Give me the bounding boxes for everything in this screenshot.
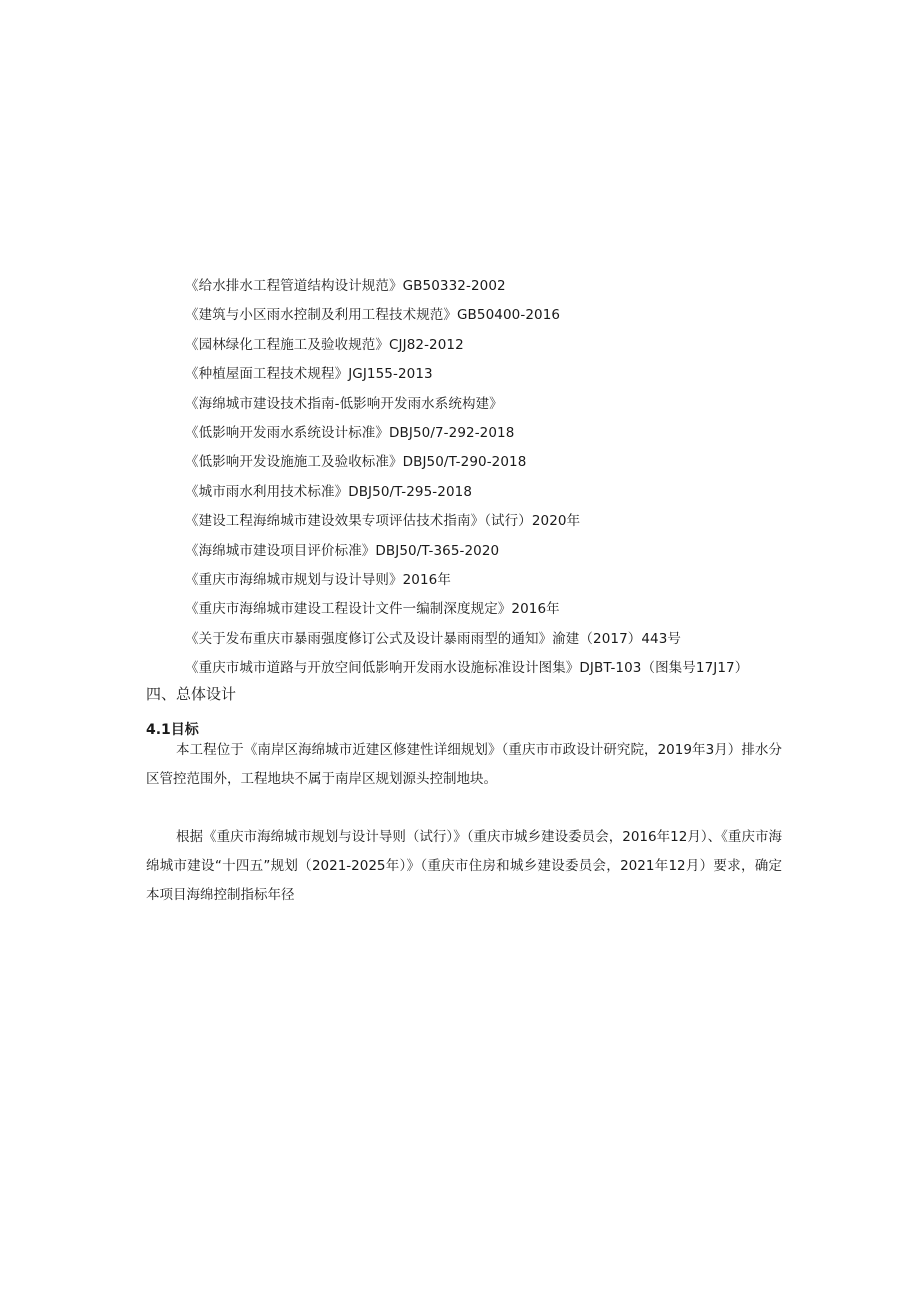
body-paragraph: 根据《重庆市海绵城市规划与设计导则（试行）》（重庆市城乡建设委员会，2016年12月）、《重庆市海绵城市建设“十四五”规划（2021-2025年）》（重庆市住房和城乡建设委员会，2021年12月）要求，确定本项目海绵控制指标年径 bbox=[146, 829, 782, 903]
reference-item: 《建设工程海绵城市建设效果专项评估技术指南》（试行）2020年 bbox=[185, 513, 581, 530]
reference-item: 《种植屋面工程技术规程》JGJ155-2013 bbox=[185, 366, 433, 383]
reference-standards-list bbox=[185, 272, 825, 683]
subsection-heading: 4.1目标 bbox=[146, 722, 199, 738]
reference-item: 《海绵城市建设项目评价标准》DBJ50/T-365-2020 bbox=[185, 542, 500, 559]
reference-item: 《重庆市海绵城市规划与设计导则》2016年 bbox=[185, 571, 451, 588]
reference-item: 《给水排水工程管道结构设计规范》GB50332-2002 bbox=[185, 278, 506, 294]
reference-item: 《重庆市海绵城市建设工程设计文件一编制深度规定》2016年 bbox=[185, 601, 560, 618]
section-heading: 四、总体设计 bbox=[146, 685, 237, 703]
reference-item: 《低影响开发设施施工及验收标准》DBJ50/T-290-2018 bbox=[185, 454, 527, 471]
reference-item: 《城市雨水利用技术标准》DBJ50/T-295-2018 bbox=[185, 483, 473, 500]
reference-item: 《建筑与小区雨水控制及利用工程技术规范》GB50400-2016 bbox=[185, 307, 561, 324]
reference-item: 《园林绿化工程施工及验收规范》CJJ82-2012 bbox=[185, 336, 464, 353]
reference-item: 《低影响开发雨水系统设计标准》DBJ50/7-292-2018 bbox=[185, 424, 515, 441]
reference-item: 《重庆市城市道路与开放空间低影响开发雨水设施标准设计图集》DJBT-103（图集号17J17） bbox=[185, 660, 749, 677]
reference-item: 《海绵城市建设技术指南-低影响开发雨水系统构建》 bbox=[185, 395, 503, 412]
body-paragraph: 本工程位于《南岸区海绵城市近建区修建性详细规划》（重庆市市政设计研究院，2019年3月）排水分区管控范围外，工程地块不属于南岸区规划源头控制地块。 bbox=[146, 742, 782, 787]
reference-item: 《关于发布重庆市暴雨强度修订公式及设计暴雨雨型的通知》渝建（2017）443号 bbox=[185, 630, 682, 647]
